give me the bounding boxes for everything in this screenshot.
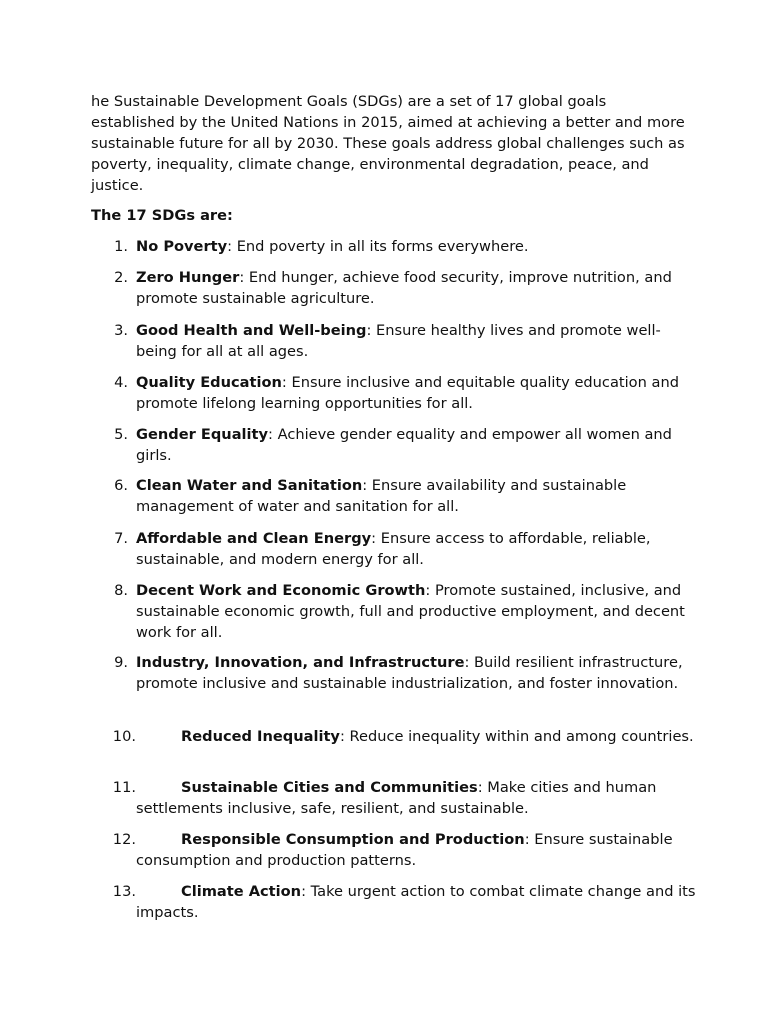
goal-description: : Take urgent action to combat climate change and its impacts. — [136, 883, 696, 921]
goal-title: Decent Work and Economic Growth — [136, 582, 426, 599]
goal-description: : Promote sustained, inclusive, and sustainable economic growth, full and productive employment, and decent work for all. — [136, 582, 685, 641]
goal-title: Responsible Consumption and Production — [181, 831, 525, 848]
goal-title: Sustainable Cities and Communities — [181, 779, 478, 796]
list-item-number: 7. — [114, 530, 128, 547]
goal-title: Gender Equality — [136, 426, 269, 443]
goal-title: Reduced Inequality — [181, 728, 340, 745]
list-item-text — [136, 881, 696, 923]
list-item-number: 12. — [112, 831, 136, 848]
list-item-number: 4. — [114, 374, 128, 391]
goal-description: : End poverty in all its forms everywhere. — [227, 238, 529, 255]
goal-description: : Reduce inequality within and among countries. — [339, 728, 694, 745]
list-item-number: 5. — [114, 426, 128, 443]
goal-title: Clean Water and Sanitation — [136, 477, 363, 494]
intro-paragraph: he Sustainable Development Goals (SDGs) are a set of 17 global goals established by the United Nations in 2015, aimed at achieving a better and more sustainable future for all by 2030. These goals address global challenges such as poverty, inequality, climate change, environmental degradation, peace, and justice. — [91, 93, 685, 194]
goal-description: : End hunger, achieve food security, improve nutrition, and promote sustainable agriculture. — [136, 269, 672, 307]
list-item-text — [136, 528, 696, 570]
list-heading: The 17 SDGs are: — [91, 207, 233, 224]
list-item-number: 13. — [112, 883, 136, 900]
goal-title: No Poverty — [136, 238, 228, 255]
list-item-text — [136, 372, 696, 414]
list-item-number: 8. — [114, 582, 128, 599]
goal-description: : Ensure healthy lives and promote well-being for all at all ages. — [136, 322, 661, 360]
list-item-number: 11. — [112, 779, 136, 796]
list-item-text — [136, 580, 696, 643]
goal-description: : Ensure access to affordable, reliable, sustainable, and modern energy for all. — [136, 530, 651, 568]
list-item-text — [136, 475, 696, 517]
list-item-number: 10. — [112, 728, 136, 745]
goal-title: Affordable and Clean Energy — [136, 530, 372, 547]
goal-description: : Ensure sustainable consumption and production patterns. — [136, 831, 673, 869]
goal-title: Quality Education — [136, 374, 282, 391]
list-item-number: 2. — [114, 269, 128, 286]
list-item-number: 9. — [114, 654, 128, 671]
list-item-text — [136, 829, 696, 871]
goal-description: : Make cities and human settlements inclusive, safe, resilient, and sustainable. — [136, 779, 657, 817]
goal-title: Industry, Innovation, and Infrastructure — [136, 654, 465, 671]
list-item-number: 1. — [114, 238, 128, 255]
list-item-text — [136, 777, 696, 819]
list-item-text — [136, 424, 696, 466]
goal-title: Good Health and Well-being — [136, 322, 367, 339]
list-item-text — [136, 652, 696, 694]
list-item-text — [136, 236, 696, 257]
goal-description: : Achieve gender equality and empower all women and girls. — [136, 426, 672, 464]
goal-title: Climate Action — [181, 883, 302, 900]
list-item-text — [136, 267, 696, 309]
goal-title: Zero Hunger — [136, 269, 240, 286]
goal-description: : Ensure inclusive and equitable quality education and promote lifelong learning opportunities for all. — [136, 374, 679, 412]
list-item-text — [136, 320, 696, 362]
goal-description: : Build resilient infrastructure, promote inclusive and sustainable industrialization, and foster innovation. — [136, 654, 683, 692]
goal-description: : Ensure availability and sustainable management of water and sanitation for all. — [136, 477, 627, 515]
list-item-number: 6. — [114, 477, 128, 494]
list-item-number: 3. — [114, 322, 128, 339]
list-item-text — [136, 726, 696, 747]
